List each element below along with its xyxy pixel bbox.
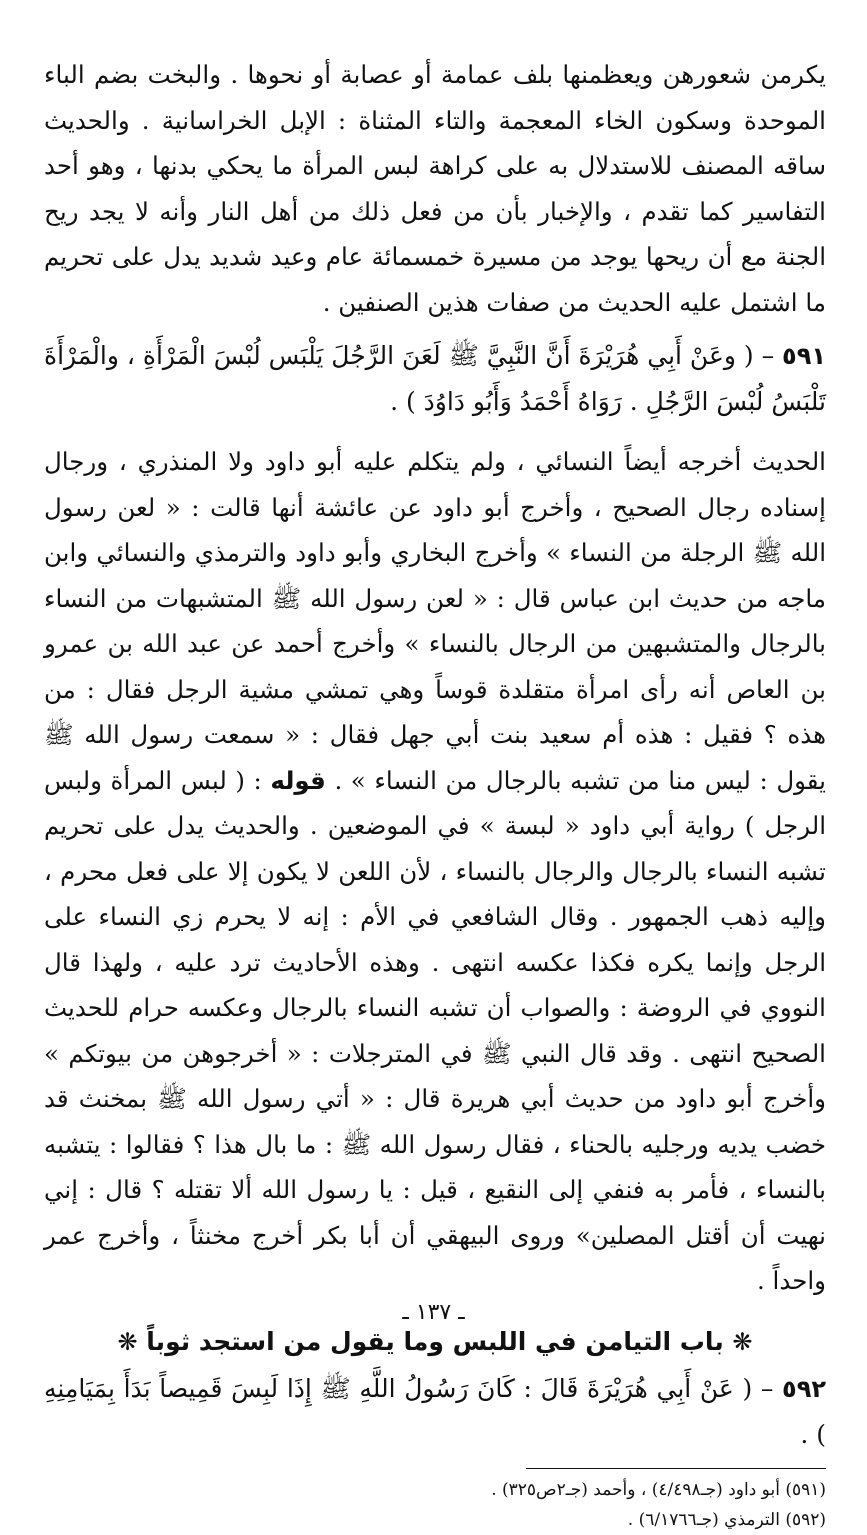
hadith-number: ٥٩١	[782, 342, 826, 370]
section-heading-text: باب التيامن في اللبس وما يقول من استجد ثوباً	[146, 1326, 724, 1356]
hadith-591	[44, 333, 826, 425]
commentary-text-part2: : ( لبس المرأة ولبس الرجل ) رواية أبي داود « لبسة » في الموضعين . والحديث يدل على تحريم تشبه النساء بالرجال والرجال بالنساء ، لأن اللعن لا يكون إلا على فعل محرم ، وإليه ذهب الجمهور . وقال الشافعي في الأم : إنه لا يحرم زي النساء على الرجل وإنما يكره فكذا عكسه انتهى . وهذه الأحاديث ترد عليه ، ولهذا قال النووي في الروضة : والصواب أن تشبه النساء بالرجال وعكسه حرام للحديث الصحيح انتهى . وقد قال النبي ﷺ في المترجلات : « أخرجوهن من بيوتكم » وأخرج أبو داود من حديث أبي هريرة قال : « أتي رسول الله ﷺ بمخنث قد خضب يديه ورجليه بالحناء ، فقال رسول الله ﷺ : ما بال هذا ؟ فقالوا : يتشبه بالنساء ، فأمر به فنفي إلى النقيع ، قيل : يا رسول الله ألا تقتله ؟ قال : إني نهيت أن أقتل المصلين» وروى البيهقي أن أبا بكر أخرج مخنثاً ، وأخرج عمر واحداً .	[44, 765, 826, 1295]
footnote-591: (٥٩١) أبو داود (جـ٤/٤٩٨) ، وأحمد (جـ٢ص٣٢٥) .	[491, 1479, 826, 1500]
footnotes	[44, 1475, 826, 1535]
intro-paragraph: يكرمن شعورهن ويعظمنها بلف عمامة أو عصابة أو نحوها . والبخت بضم الباء الموحدة وسكون الخاء المعجمة والتاء المثناة : الإبل الخراسانية . والحديث ساقه المصنف للاستدلال به على كراهة لبس المرأة ما يحكي بدنها ، وهو أحد التفاسير كما تقدم ، والإخبار بأن من فعل ذلك من أهل النار وأنه لا يجد ريح الجنة مع أن ريحها يوجد من مسيرة خمسمائة عام وعيد شديد يدل على تحريم ما اشتمل عليه الحديث من صفات هذين الصنفين .	[44, 60, 826, 317]
hadith-592	[44, 1366, 826, 1458]
hadith-text: – ( وعَنْ أَبِي هُرَيْرَةَ أَنَّ النَّبِيَّ ﷺ لَعَنَ الرَّجُلَ يَلْبَس لُبْسَ الْمَرْأَةِ ، والْمَرْأَةَ تَلْبَسُ لُبْسَ الرَّجُلِ . رَوَاهُ أَحْمَدُ وَأَبُو دَاوُدَ ) .	[44, 341, 826, 416]
commentary-bold-label: قوله	[270, 765, 326, 795]
hadith-number: ٥٩٢	[782, 1374, 826, 1403]
footnote-separator	[526, 1468, 826, 1469]
page-number: ـ ١٣٧ ـ	[402, 1300, 465, 1325]
commentary-text-part1: الحديث أخرجه أيضاً النسائي ، ولم يتكلم عليه أبو داود ولا المنذري ، ورجال إسناده رجال الصحيح ، وأخرج أبو داود عن عائشة أنها قالت : « لعن رسول الله ﷺ الرجلة من النساء » وأخرج البخاري وأبو داود والترمذي والنسائي وابن ماجه من حديث ابن عباس قال : « لعن رسول الله ﷺ المتشبهات من النساء بالرجال والمتشبهين من الرجال بالنساء » وأخرج أحمد عن عبد الله بن عمرو بن العاص أنه رأى امرأة متقلدة قوساً وهي تمشي مشية الرجل فقال : من هذه ؟ فقيل : هذه أم سعيد بنت أبي جهل فقال : « سمعت رسول الله ﷺ يقول : ليس منا من تشبه بالرجال من النساء » .	[44, 447, 826, 795]
ornament-icon: ❋	[117, 1327, 138, 1356]
ornament-icon: ❋	[732, 1327, 753, 1356]
footnote-592: (٥٩٢) الترمذي (جـ٦/١٧٦٦) .	[627, 1509, 826, 1530]
hadith-text: – ( عَنْ أَبِي هُرَيْرَةَ قَالَ : كَانَ رَسُولُ اللَّهِ ﷺ إِذَا لَبِسَ قَمِيصاً بَدَأَ بِمَيَامِنِهِ ) .	[44, 1373, 826, 1449]
commentary-paragraph	[44, 439, 826, 1304]
